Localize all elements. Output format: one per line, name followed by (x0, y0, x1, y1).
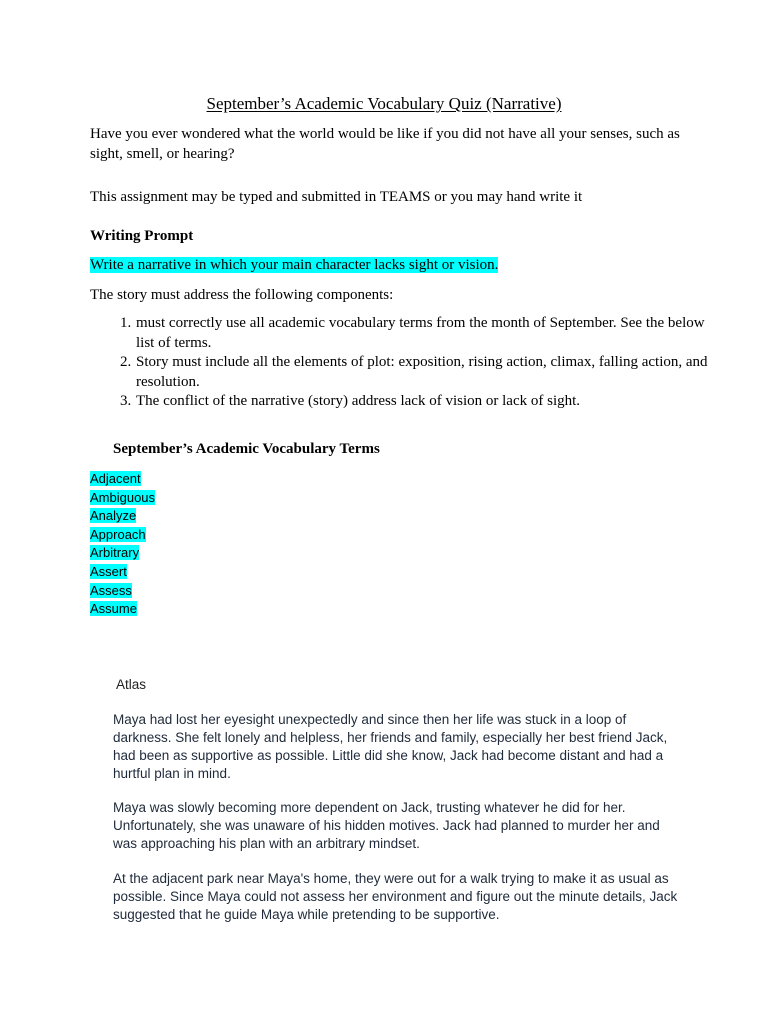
story-paragraph: At the adjacent park near Maya's home, they were out for a walk trying to make it as usual as possible. Since Maya could not assess her environment and figure out the minute details, Jack suggested that he guide Maya while pretending to be supportive. (113, 871, 678, 922)
list-item (90, 600, 155, 619)
story-paragraph: Maya had lost her eyesight unexpectedly and since then her life was stuck in a loop of darkness. She felt lonely and helpless, her friends and family, especially her best friend Jack, had been as supportive as possible. Little did she know, Jack had become distant and had a hurtful plan in mind. (113, 712, 668, 781)
list-item (90, 470, 155, 489)
story-title: Atlas (116, 677, 147, 692)
vocabulary-term: Assert (90, 563, 127, 579)
list-item (90, 526, 155, 545)
vocabulary-term: Adjacent (90, 471, 141, 486)
assignment-paragraph: This assignment may be typed and submitted in TEAMS or you may hand write it (90, 189, 583, 205)
components-intro: The story must address the following components: (90, 287, 394, 303)
vocabulary-terms-heading: September’s Academic Vocabulary Terms (113, 441, 380, 457)
story-paragraph: Maya was slowly becoming more dependent on Jack, trusting whatever he did for her. Unfortunately, she was unaware of his hidden motives. Jack had planned to murder her and was approaching his plan with an arbitrary mindset. (113, 800, 660, 851)
list-item (90, 563, 155, 582)
vocabulary-term: Ambiguous (90, 489, 156, 505)
vocabulary-terms-list (90, 470, 155, 619)
vocabulary-term: Arbitrary (90, 545, 140, 561)
vocabulary-term: Analyze (90, 508, 137, 524)
writing-prompt-text (90, 255, 690, 275)
list-item: 1. must correctly use all academic vocabulary terms from the month of September. See the below list of terms. (135, 314, 725, 353)
list-item: 3. The conflict of the narrative (story) address lack of vision or lack of sight. (135, 392, 725, 412)
vocabulary-term: Assume (90, 601, 137, 617)
list-item (90, 582, 155, 601)
vocabulary-term: Approach (90, 526, 146, 542)
list-item: 2. Story must include all the elements of plot: exposition, rising action, climax, falling action, and resolution. (135, 353, 725, 392)
highlighted-prompt: Write a narrative in which your main character lacks sight or vision. (90, 257, 499, 273)
writing-prompt-heading: Writing Prompt (90, 228, 194, 244)
list-item (90, 544, 155, 563)
list-item (90, 507, 155, 526)
list-item (90, 489, 155, 508)
intro-paragraph: Have you ever wondered what the world would be like if you did not have all your senses, such as sight, smell, or hearing? (90, 126, 680, 162)
components-list (90, 314, 725, 412)
document-title: September’s Academic Vocabulary Quiz (Narrative) (206, 94, 562, 113)
vocabulary-term: Assess (90, 582, 132, 598)
